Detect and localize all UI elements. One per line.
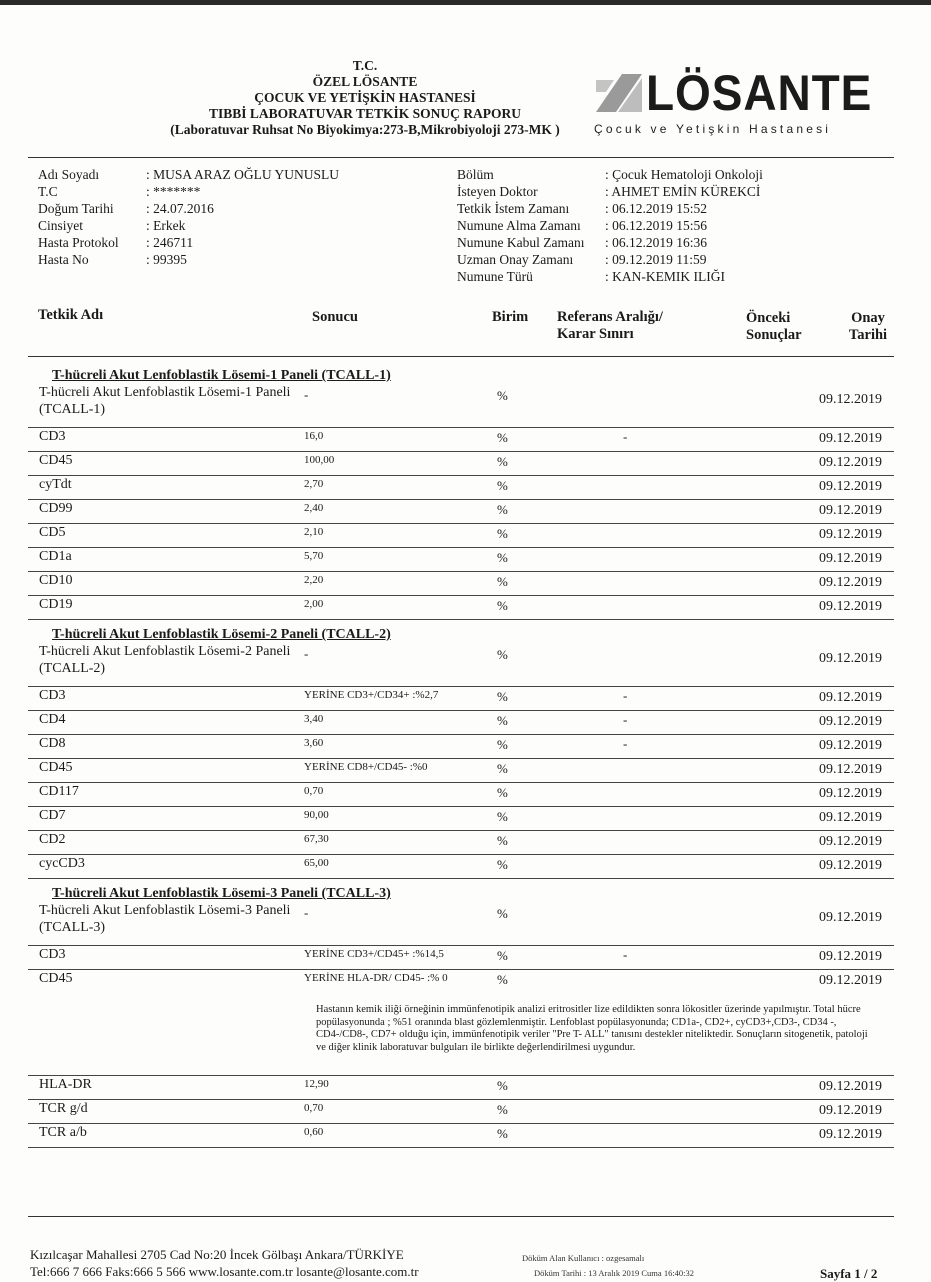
table-row xyxy=(28,452,894,476)
patient-info-value: : 09.12.2019 11:59 xyxy=(605,252,707,267)
test-result: 2,10 xyxy=(304,526,324,538)
test-approval-date: 09.12.2019 xyxy=(819,714,882,729)
patient-info-row xyxy=(457,234,763,251)
test-unit: % xyxy=(497,647,508,662)
test-result: 3,40 xyxy=(304,713,324,725)
test-name: T-hücreli Akut Lenfoblastik Lösemi-3 Paneli (TCALL-3) xyxy=(39,903,291,935)
test-unit: % xyxy=(497,737,508,752)
test-result: 100,00 xyxy=(304,454,335,466)
table-row xyxy=(28,783,894,807)
patient-info-label: Adı Soyadı xyxy=(38,167,100,182)
print-user-value: ozgesamalı xyxy=(606,1253,645,1263)
header-line: ÇOCUK VE YETİŞKİN HASTANESİ xyxy=(254,90,476,105)
test-approval-date: 09.12.2019 xyxy=(819,527,882,542)
test-name: TCR a/b xyxy=(39,1125,87,1140)
patient-info-label: Bölüm xyxy=(457,167,494,182)
test-unit: % xyxy=(497,454,508,469)
test-reference: - xyxy=(623,712,628,727)
print-user xyxy=(522,1253,644,1263)
test-unit: % xyxy=(497,761,508,776)
test-name: TCR g/d xyxy=(39,1101,88,1116)
test-name: CD3 xyxy=(39,688,66,703)
test-approval-date: 09.12.2019 xyxy=(819,1079,882,1094)
patient-info-row xyxy=(38,183,339,200)
patient-info-row xyxy=(38,166,339,183)
patient-info-row xyxy=(457,183,763,200)
test-unit: % xyxy=(497,948,508,963)
test-unit: % xyxy=(497,1126,508,1141)
test-unit: % xyxy=(497,430,508,445)
test-result: 2,20 xyxy=(304,574,324,586)
logo-text: LÖSANTE xyxy=(646,65,873,121)
test-result: 67,30 xyxy=(304,833,329,845)
patient-info-label: Hasta Protokol xyxy=(38,235,119,250)
test-approval-date: 09.12.2019 xyxy=(819,575,882,590)
test-approval-date: 09.12.2019 xyxy=(819,786,882,801)
row-divider xyxy=(28,1147,894,1148)
losante-logo xyxy=(592,65,873,140)
test-name: CD7 xyxy=(39,808,66,823)
print-user-label: Döküm Alan Kullanıcı : xyxy=(522,1253,604,1263)
test-approval-date: 09.12.2019 xyxy=(819,810,882,825)
table-row xyxy=(28,500,894,524)
patient-info-value: : MUSA ARAZ OĞLU YUNUSLU xyxy=(146,167,340,182)
test-name: cycCD3 xyxy=(39,856,85,871)
test-reference: - xyxy=(623,688,628,703)
patient-info-label: T.C xyxy=(38,184,58,199)
test-approval-date: 09.12.2019 xyxy=(819,762,882,777)
report-header xyxy=(130,58,600,138)
test-result: 0,60 xyxy=(304,1126,324,1138)
patient-info-label: Doğum Tarihi xyxy=(38,201,114,216)
test-approval-date: 09.12.2019 xyxy=(819,690,882,705)
test-unit: % xyxy=(497,574,508,589)
patient-info-row xyxy=(38,200,339,217)
test-name: cyTdt xyxy=(39,477,72,492)
test-approval-date: 09.12.2019 xyxy=(819,949,882,964)
header-line: T.C. xyxy=(352,58,378,73)
test-unit: % xyxy=(497,1102,508,1117)
test-unit: % xyxy=(497,598,508,613)
table-row xyxy=(28,946,894,970)
test-unit: % xyxy=(497,785,508,800)
patient-info-value: : AHMET EMİN KÜREKCİ xyxy=(605,184,761,199)
test-result: 12,90 xyxy=(304,1078,329,1090)
test-unit: % xyxy=(497,809,508,824)
patient-info-label: Numune Kabul Zamanı xyxy=(457,235,585,250)
test-approval-date: 09.12.2019 xyxy=(819,392,882,407)
patient-info-row xyxy=(38,217,339,234)
test-approval-date: 09.12.2019 xyxy=(819,479,882,494)
test-unit: % xyxy=(497,906,508,921)
patient-info-value: : 24.07.2016 xyxy=(146,201,214,216)
test-result: YERİNE CD3+/CD34+ :%2,7 xyxy=(304,689,439,701)
panel-title: T-hücreli Akut Lenfoblastik Lösemi-1 Paneli (TCALL-1) xyxy=(52,368,391,383)
patient-info-row xyxy=(38,234,339,251)
patient-info-right xyxy=(457,166,763,285)
patient-info-value: : 99395 xyxy=(146,252,187,267)
test-result: YERİNE CD3+/CD45+ :%14,5 xyxy=(304,948,444,960)
patient-info-value: : 06.12.2019 15:52 xyxy=(605,201,708,216)
table-header-divider xyxy=(28,356,894,357)
test-unit: % xyxy=(497,550,508,565)
test-result: 2,70 xyxy=(304,478,324,490)
print-date xyxy=(534,1268,694,1278)
panel-title: T-hücreli Akut Lenfoblastik Lösemi-2 Paneli (TCALL-2) xyxy=(52,627,391,642)
table-row xyxy=(28,902,894,946)
table-row xyxy=(28,759,894,783)
test-approval-date: 09.12.2019 xyxy=(819,1127,882,1142)
header-line: TIBBİ LABORATUVAR TETKİK SONUÇ RAPORU xyxy=(208,106,522,121)
test-result: 65,00 xyxy=(304,857,329,869)
table-row xyxy=(28,735,894,759)
table-row xyxy=(28,572,894,596)
test-name: T-hücreli Akut Lenfoblastik Lösemi-2 Paneli (TCALL-2) xyxy=(39,644,291,676)
test-unit: % xyxy=(497,857,508,872)
table-row xyxy=(28,524,894,548)
test-name: T-hücreli Akut Lenfoblastik Lösemi-1 Paneli (TCALL-1) xyxy=(39,385,291,417)
test-reference: - xyxy=(623,736,628,751)
test-result: 2,00 xyxy=(304,598,324,610)
patient-info-value: : 06.12.2019 15:56 xyxy=(605,218,708,233)
logo-subtitle: Çocuk ve Yetişkin Hastanesi xyxy=(594,122,832,136)
table-row xyxy=(28,855,894,879)
interpretation-comment: Hastanın kemik iliği örneğinin immünfenotipik analizi eritrositler lize edildikten sonra lökositler üzerinde yapılmıştır. Total hücre popülasyonunda ; %51 oranında blast gözlemlenmiştir. Lenfoblast popülasyonunda; CD1a-, CD2+, cyCD3+,CD3-, CD34 -, CD4-/CD8-, CD7+ olduğu için, immünfenotipik veriler "Pre T- ALL" tanısını destekler niteliktedir. Sonuçların sitogenetik, patoloji ve diğer klinik laboratuvar bulguları ile birlikte değerlendirilmesi uygundur. xyxy=(316,1004,868,1053)
test-name: CD117 xyxy=(39,784,79,799)
test-unit: % xyxy=(497,972,508,987)
header-line: (Laboratuvar Ruhsat No Biyokimya:273-B,Mikrobiyoloji 273-MK ) xyxy=(170,122,560,137)
patient-info-value: : Çocuk Hematoloji Onkoloji xyxy=(605,167,763,182)
table-row xyxy=(28,596,894,620)
test-unit: % xyxy=(497,526,508,541)
patient-info-label: Cinsiyet xyxy=(38,218,84,233)
footer-address: Kızılcaşar Mahallesi 2705 Cad No:20 İncek Gölbaşı Ankara/TÜRKİYE xyxy=(30,1247,404,1262)
table-row xyxy=(28,384,894,428)
patient-info-label: İsteyen Doktor xyxy=(457,184,538,199)
header-line: ÖZEL LÖSANTE xyxy=(312,74,418,89)
patient-info-row xyxy=(457,200,763,217)
header-divider xyxy=(28,157,894,158)
table-row xyxy=(28,831,894,855)
patient-info-row xyxy=(457,217,763,234)
test-name: CD10 xyxy=(39,573,73,588)
test-name: CD45 xyxy=(39,760,73,775)
panel-title: T-hücreli Akut Lenfoblastik Lösemi-3 Paneli (TCALL-3) xyxy=(52,886,391,901)
test-result: - xyxy=(304,905,309,920)
table-row xyxy=(28,428,894,452)
test-name: CD2 xyxy=(39,832,66,847)
test-name: CD4 xyxy=(39,712,66,727)
test-approval-date: 09.12.2019 xyxy=(819,455,882,470)
page-number: Sayfa 1 / 2 xyxy=(820,1266,878,1281)
logo-mark-icon xyxy=(596,74,642,112)
patient-info-row xyxy=(457,166,763,183)
test-result: 2,40 xyxy=(304,502,324,514)
row-divider xyxy=(28,878,894,879)
test-result: 90,00 xyxy=(304,809,329,821)
footer-contact: Tel:666 7 666 Faks:666 5 566 www.losante.com.tr losante@losante.com.tr xyxy=(30,1264,419,1279)
test-approval-date: 09.12.2019 xyxy=(819,1103,882,1118)
table-row xyxy=(28,643,894,687)
test-result: 0,70 xyxy=(304,785,324,797)
patient-info-left xyxy=(38,166,339,268)
test-name: CD45 xyxy=(39,971,73,986)
test-result: - xyxy=(304,646,309,661)
patient-info-value: : Erkek xyxy=(146,218,186,233)
test-approval-date: 09.12.2019 xyxy=(819,503,882,518)
table-row xyxy=(28,1100,894,1124)
col-previous: Önceki Sonuçlar xyxy=(746,310,802,343)
test-result: YERİNE HLA-DR/ CD45- :% 0 xyxy=(304,972,448,984)
patient-info-label: Numune Türü xyxy=(457,269,533,284)
patient-info-value: : KAN-KEMIK ILIĞI xyxy=(605,269,725,284)
patient-info-label: Tetkik İstem Zamanı xyxy=(457,201,570,216)
test-reference: - xyxy=(623,947,628,962)
test-unit: % xyxy=(497,833,508,848)
test-name: CD8 xyxy=(39,736,66,751)
test-approval-date: 09.12.2019 xyxy=(819,834,882,849)
test-result: 5,70 xyxy=(304,550,324,562)
table-row xyxy=(28,807,894,831)
test-unit: % xyxy=(497,689,508,704)
table-row xyxy=(28,476,894,500)
test-name: CD3 xyxy=(39,947,66,962)
col-approval-date: Onay Tarihi xyxy=(848,310,888,343)
patient-info-row xyxy=(38,251,339,268)
test-approval-date: 09.12.2019 xyxy=(819,910,882,925)
patient-info-row xyxy=(457,268,763,285)
test-approval-date: 09.12.2019 xyxy=(819,651,882,666)
footer-divider xyxy=(28,1216,894,1217)
test-approval-date: 09.12.2019 xyxy=(819,551,882,566)
test-name: CD19 xyxy=(39,597,73,612)
test-result: 0,70 xyxy=(304,1102,324,1114)
test-result: - xyxy=(304,387,309,402)
scan-top-edge xyxy=(0,0,931,5)
col-result: Sonucu xyxy=(312,309,358,325)
table-row xyxy=(28,548,894,572)
test-unit: % xyxy=(497,1078,508,1093)
print-date-label: Döküm Tarihi : xyxy=(534,1268,587,1278)
test-result: 3,60 xyxy=(304,737,324,749)
col-reference: Referans Aralığı/ Karar Sınırı xyxy=(557,309,663,342)
row-divider xyxy=(28,619,894,620)
table-row xyxy=(28,1124,894,1148)
test-name: CD99 xyxy=(39,501,73,516)
test-approval-date: 09.12.2019 xyxy=(819,973,882,988)
patient-info-value: : ******* xyxy=(146,184,201,199)
test-approval-date: 09.12.2019 xyxy=(819,858,882,873)
patient-info-label: Hasta No xyxy=(38,252,89,267)
test-name: HLA-DR xyxy=(39,1077,92,1092)
test-name: CD5 xyxy=(39,525,66,540)
patient-info-label: Uzman Onay Zamanı xyxy=(457,252,574,267)
print-date-value: 13 Aralık 2019 Cuma 16:40:32 xyxy=(588,1268,695,1278)
patient-info-value: : 246711 xyxy=(146,235,194,250)
test-approval-date: 09.12.2019 xyxy=(819,431,882,446)
table-row xyxy=(28,687,894,711)
test-approval-date: 09.12.2019 xyxy=(819,738,882,753)
table-row xyxy=(28,1076,894,1100)
test-result: 16,0 xyxy=(304,430,324,442)
patient-info-value: : 06.12.2019 16:36 xyxy=(605,235,708,250)
table-row xyxy=(28,711,894,735)
test-name: CD45 xyxy=(39,453,73,468)
patient-info-row xyxy=(457,251,763,268)
test-unit: % xyxy=(497,478,508,493)
test-result: YERİNE CD8+/CD45- :%0 xyxy=(304,761,428,773)
test-reference: - xyxy=(623,429,628,444)
test-unit: % xyxy=(497,388,508,403)
test-approval-date: 09.12.2019 xyxy=(819,599,882,614)
patient-info-label: Numune Alma Zamanı xyxy=(457,218,581,233)
test-name: CD3 xyxy=(39,429,66,444)
col-test-name: Tetkik Adı xyxy=(38,307,104,323)
test-name: CD1a xyxy=(39,549,72,564)
test-unit: % xyxy=(497,502,508,517)
test-unit: % xyxy=(497,713,508,728)
col-unit: Birim xyxy=(492,309,529,325)
